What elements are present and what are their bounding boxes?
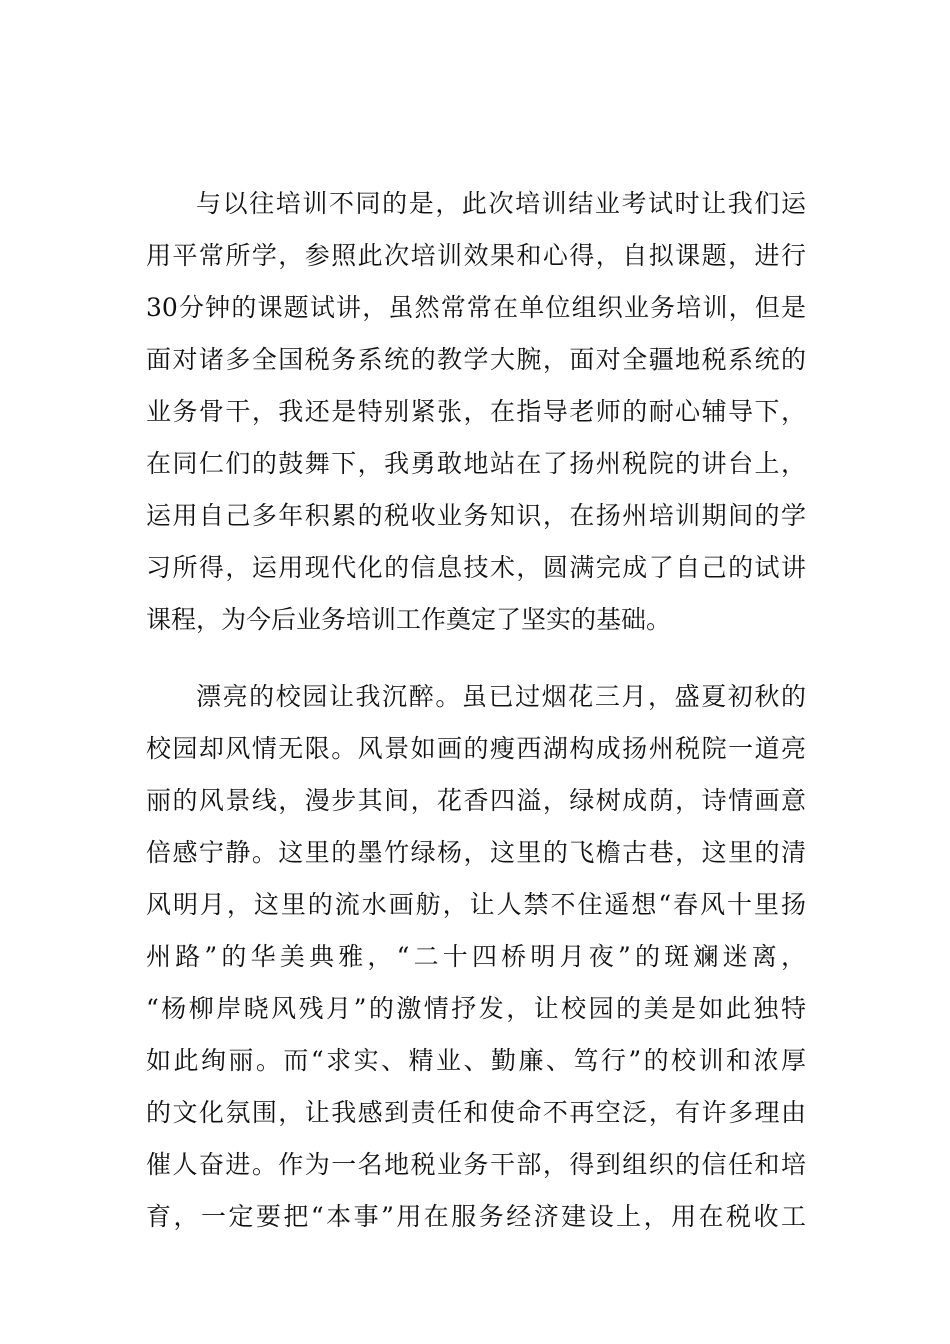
paragraph-training-exam xyxy=(146,178,806,646)
paragraph-line: 校园却风情无限。风景如画的瘦西湖构成扬州税院一道亮 xyxy=(146,734,806,763)
paragraph-campus xyxy=(146,671,806,1243)
paragraph-line: 30分钟的课题试讲，虽然常常在单位组织业务培训，但是 xyxy=(146,293,806,322)
paragraph-line: 的文化氛围，让我感到责任和使命不再空泛，有许多理由 xyxy=(146,1098,806,1127)
paragraph-line: 课程，为今后业务培训工作奠定了坚实的基础。 xyxy=(146,605,672,634)
paragraph-line: 风明月，这里的流水画舫，让人禁不住遥想“春风十里扬 xyxy=(146,890,806,919)
paragraph-line: 州路”的华美典雅，“二十四桥明月夜”的斑斓迷离， xyxy=(146,942,806,971)
paragraph-line: 倍感宁静。这里的墨竹绿杨，这里的飞檐古巷，这里的清 xyxy=(146,838,806,867)
paragraph-line: 漂亮的校园让我沉醉。虽已过烟花三月，盛夏初秋的 xyxy=(196,682,806,711)
paragraph-line: 育，一定要把“本事”用在服务经济建设上，用在税收工 xyxy=(146,1202,806,1231)
paragraph-line: 习所得，运用现代化的信息技术，圆满完成了自己的试讲 xyxy=(146,553,806,582)
paragraph-line: 用平常所学，参照此次培训效果和心得，自拟课题，进行 xyxy=(146,241,806,270)
paragraph-line: 业务骨干，我还是特别紧张，在指导老师的耐心辅导下， xyxy=(146,397,806,426)
paragraph-line: 如此绚丽。而“求实、精业、勤廉、笃行”的校训和浓厚 xyxy=(146,1046,806,1075)
paragraph-line: 在同仁们的鼓舞下，我勇敢地站在了扬州税院的讲台上， xyxy=(146,449,806,478)
paragraph-line: “杨柳岸晓风残月”的激情抒发，让校园的美是如此独特 xyxy=(146,994,806,1023)
paragraph-line: 催人奋进。作为一名地税业务干部，得到组织的信任和培 xyxy=(146,1150,806,1179)
paragraph-line: 运用自己多年积累的税收业务知识，在扬州培训期间的学 xyxy=(146,501,806,530)
paragraph-line: 与以往培训不同的是，此次培训结业考试时让我们运 xyxy=(196,189,806,218)
paragraph-line: 丽的风景线，漫步其间，花香四溢，绿树成荫，诗情画意 xyxy=(146,786,806,815)
paragraph-line: 面对诸多全国税务系统的教学大腕，面对全疆地税系统的 xyxy=(146,345,806,374)
